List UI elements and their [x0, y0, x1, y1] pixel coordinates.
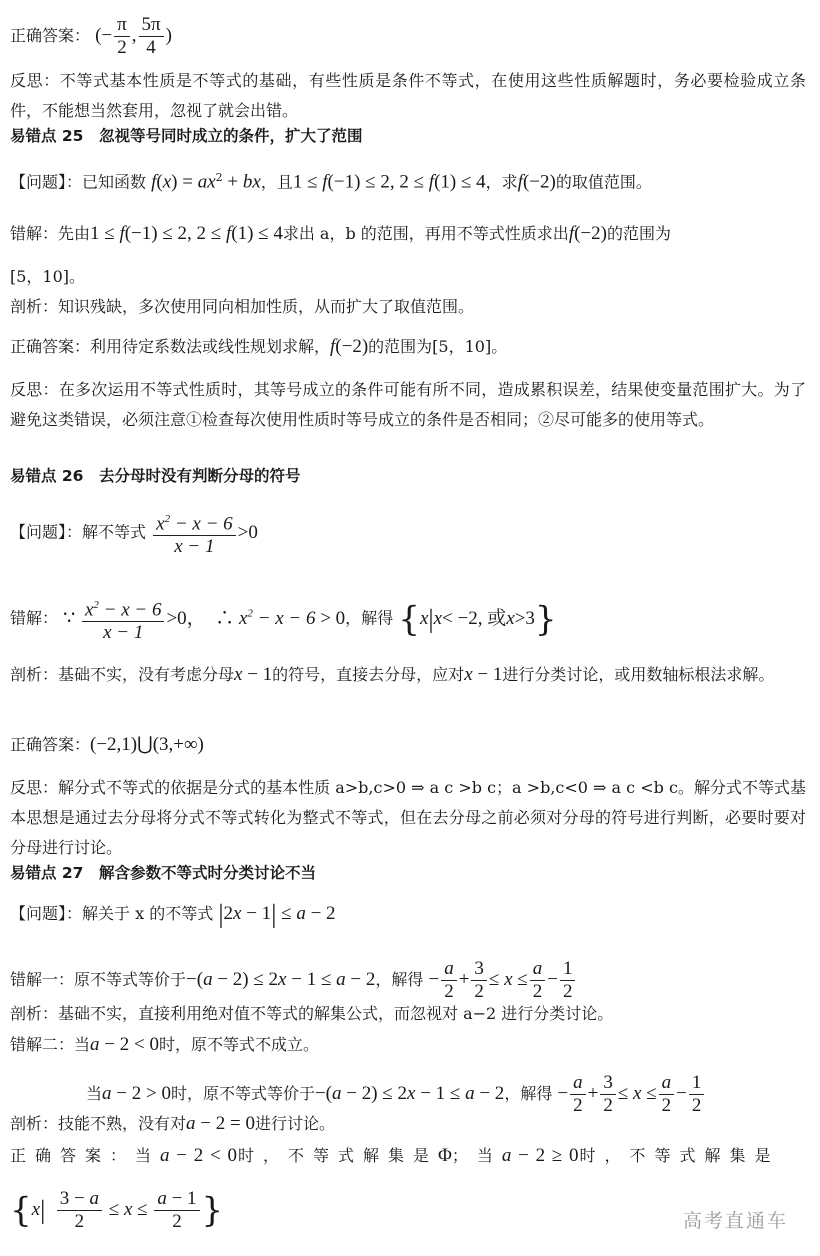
analysis-text: 剖析：基础不实，没有考虑分母: [10, 665, 235, 684]
wrong-text: 错解二：当: [10, 1035, 91, 1054]
question-25: 【问题】：已知函数 $f(x) = ax^2$ + bx，且1 ≤ f(−1) ≤ 2, 2 ≤ f(1) ≤ 4，求f(−2)的取值范围。: [10, 171, 652, 193]
correct-text: 时，不等式解集是: [237, 1146, 438, 1165]
question-26: [10, 508, 806, 558]
wrong-27-2: 错解二：当a − 2 < 0时，原不等式不成立。: [10, 1034, 319, 1055]
wrong-text: 求出 a，b 的范围，再用不等式性质求出: [282, 224, 569, 243]
wrong-27-3: 当a − 2 > 0时，原不等式等价于−(a − 2) ≤ 2x − 1 ≤ a − 2，解得 − $\frac{a}{2}$ + $\frac{3}{2}$ ≤ x ≤ $\frac{a}{2}$ − $\frac{1}{2}$: [86, 1072, 806, 1117]
question-text: 解关于 x 的不等式: [82, 904, 214, 923]
watermark: 高考直通车: [683, 1210, 789, 1232]
wrong-25-cont: [5，10]。: [10, 267, 86, 286]
wrong-text: 解得: [361, 608, 394, 628]
wrong-26: 错解： ∵ $\frac{x^2 - x - 6}{x - 1}$ >0， ∴ $x^2 - x - 6 > 0$，解得 {x|x< −2, 或x>3}: [10, 594, 806, 644]
question-label: 【问题】：: [10, 172, 83, 192]
question-text: 的取值范围。: [555, 172, 652, 192]
analysis-27-2: 剖析：技能不熟，没有对a − 2 = 0进行讨论。: [10, 1113, 335, 1134]
question-label: 【问题】：: [10, 522, 83, 542]
wrong-text: ，解得: [504, 1083, 553, 1103]
correct-27-set: {x| $\frac{3 - a}{2}$ ≤ x ≤ $\frac{a - 1}{2}$ }: [10, 1188, 224, 1232]
analysis-text: 的符号，直接去分母，应对: [272, 665, 465, 684]
correct-27: 正确答案：当a − 2 < 0时，不等式解集是Φ；当a − 2 ≥ 0时，不等式解集是: [10, 1145, 780, 1166]
question-text: 解不等式: [82, 522, 147, 542]
analysis-text: 剖析：技能不熟，没有对: [10, 1114, 187, 1133]
question-text: ，求: [485, 172, 518, 192]
correct-text: 的范围为[5，10]。: [368, 337, 508, 356]
correct-26: 正确答案：(−2,1)⋃(3,+∞): [10, 734, 204, 755]
wrong-text: 错解：先由: [10, 224, 91, 243]
answer-interval-math: (− $\frac{\pi}{2}$ , $\frac{5\pi}{4}$ ): [95, 14, 172, 58]
wrong-text: 时，原不等式等价于: [170, 1083, 315, 1103]
question-text: ，且: [260, 172, 293, 192]
wrong-text: 错解：: [10, 608, 59, 628]
analysis-25: 剖析：知识残缺，多次使用同向相加性质，从而扩大了取值范围。: [10, 297, 475, 316]
question-27: 【问题】：解关于 x 的不等式 |2x − 1| ≤ a − 2: [10, 899, 336, 929]
inequality-math: $\frac{x^2 - x - 6}{x - 1}$ >0: [151, 522, 258, 543]
func-def-math: f: [151, 171, 157, 193]
analysis-text: 进行讨论。: [254, 1114, 335, 1133]
wrong-text: 时，原不等式不成立。: [158, 1035, 319, 1054]
analysis-text: 进行分类讨论，或用数轴标根法求解。: [502, 665, 775, 684]
wrong-27-1: 错解一：原不等式等价于−(a − 2) ≤ 2x − 1 ≤ a − 2，解得 − $\frac{a}{2}$ + $\frac{3}{2}$ ≤ x ≤ $\frac{a}{2}$ − $\frac{1}{2}$: [10, 958, 806, 1003]
analysis-26: 剖析：基础不实，没有考虑分母x − 1的符号，直接去分母，应对x − 1进行分类讨论，或用数轴标根法求解。: [10, 664, 775, 685]
heading-27: 易错点 27 解含参数不等式时分类讨论不当: [10, 864, 316, 882]
question-text: 已知函数: [82, 172, 147, 192]
wrong-25: 错解：先由1 ≤ f(−1) ≤ 2, 2 ≤ f(1) ≤ 4求出 a，b 的范围，再用不等式性质求出f(−2)的范围为: [10, 223, 671, 244]
question-label: 【问题】：: [10, 904, 83, 923]
reflection-26: 反思：解分式不等式的依据是分式的基本性质 a>b,c>0 ⇒ a c >b c；a >b,c<0 ⇒ a c <b c。解分式不等式基本思想是通过去分母将分式不等式转化为整式不等式，但在去分母之前必须对分母的符号进行判断，必要时要对分母进行讨论。: [10, 778, 806, 857]
wrong-text: 的范围为: [606, 224, 671, 243]
correct-text: 正确答案：利用待定系数法或线性规划求解，: [10, 337, 331, 356]
wrong-text: 错解一：原不等式等价于: [10, 969, 187, 989]
correct-text: ；当: [451, 1146, 502, 1165]
answer-prev: [10, 14, 806, 59]
wrong-text: 当: [86, 1083, 103, 1103]
correct-text: 正确答案：当: [10, 1146, 161, 1165]
heading-25: 易错点 25 忽视等号同时成立的条件，扩大了范围: [10, 127, 363, 145]
analysis-27-1: 剖析：基础不实，直接利用绝对值不等式的解集公式，而忽视对 a−2 进行分类讨论。: [10, 1004, 614, 1023]
correct-text: 时，不等式解集是: [579, 1146, 780, 1165]
answer-label: 正确答案：: [10, 25, 91, 45]
correct-label: 正确答案：: [10, 735, 91, 754]
reflection-prev: 反思：不等式基本性质是不等式的基础，有些性质是条件不等式，在使用这些性质解题时，务必要检验成立条件，不能想当然套用，忽视了就会出错。: [10, 71, 806, 120]
reflection-25: 反思：在多次运用不等式性质时，其等号成立的条件可能有所不同，造成累积误差，结果使变量范围扩大。为了避免这类错误，必须注意①检查每次使用性质时等号成立的条件是否相同；②尽可能多的使用等式。: [10, 380, 806, 429]
wrong-text: ，解得: [375, 969, 424, 989]
correct-25: 正确答案：利用待定系数法或线性规划求解，f(−2)的范围为[5，10]。: [10, 336, 508, 357]
heading-26: 易错点 26 去分母时没有判断分母的符号: [10, 467, 301, 485]
